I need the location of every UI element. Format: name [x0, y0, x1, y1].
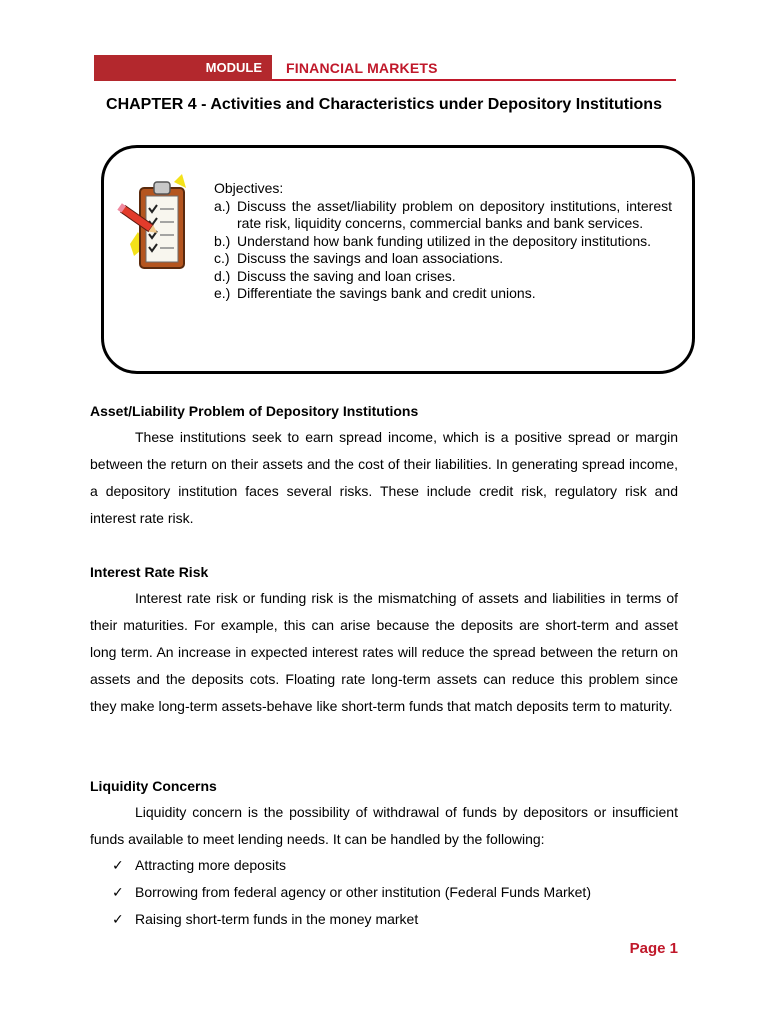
checkmark-icon: ✓ [112, 911, 124, 927]
header-divider [272, 79, 676, 81]
section-heading-liquidity-concerns: Liquidity Concerns [90, 778, 217, 794]
checkmark-icon: ✓ [112, 857, 124, 873]
module-header [94, 55, 676, 81]
section-body-liquidity-concerns: Liquidity concern is the possibility of withdrawal of funds by depositors or insufficient funds available to meet lending needs. It can be handled by the following: [90, 804, 678, 847]
objective-marker: a.) [214, 197, 231, 214]
objective-marker: e.) [214, 285, 231, 301]
liquidity-checklist [112, 852, 591, 933]
objective-text: Discuss the savings and loan associations. [237, 250, 504, 266]
objective-text: Discuss the saving and loan crises. [237, 267, 456, 284]
section-body-asset-liability: These institutions seek to earn spread income, which is a positive spread or margin between the return on their assets and the cost of their liabilities. In generating spread income, a depository institution faces several risks. These include credit risk, regulatory risk and interest rate risk. [90, 429, 678, 526]
objective-item [214, 233, 672, 251]
objective-item [214, 198, 672, 233]
page-number: Page 1 [629, 940, 678, 957]
objective-marker: b.) [214, 232, 231, 249]
section-heading-interest-rate-risk: Interest Rate Risk [90, 564, 209, 580]
objectives-list [214, 180, 672, 303]
clipboard-checklist-icon [116, 174, 198, 274]
objective-marker: d.) [214, 267, 231, 284]
module-label: MODULE [94, 55, 272, 81]
list-item [112, 852, 591, 879]
list-item-text: Raising short-term funds in the money market [135, 911, 419, 927]
objective-item [214, 250, 672, 268]
list-item-text: Borrowing from federal agency or other institution (Federal Funds Market) [135, 884, 591, 900]
module-title: FINANCIAL MARKETS [286, 60, 438, 76]
objective-item [214, 285, 672, 303]
chapter-title: CHAPTER 4 - Activities and Characteristics under Depository Institutions [106, 96, 662, 113]
objective-text: Differentiate the savings bank and credit unions. [237, 285, 536, 301]
objectives-heading: Objectives: [214, 180, 284, 196]
objective-text: Discuss the asset/liability problem on depository institutions, interest rate risk, liquidity concerns, commercial banks and bank services. [237, 197, 672, 231]
objective-text: Understand how bank funding utilized in the depository institutions. [237, 232, 652, 249]
objective-item [214, 268, 672, 286]
checkmark-icon: ✓ [112, 884, 124, 900]
objective-marker: c.) [214, 250, 230, 266]
list-item [112, 879, 591, 906]
section-body-interest-rate-risk: Interest rate risk or funding risk is the mismatching of assets and liabilities in terms of their maturities. For example, this can arise because the deposits are short-term and asset long term. An increase in expected interest rates will reduce the spread between the return on assets and the deposits cots. Floating rate long-term assets can reduce this problem since they make long-term assets-behave like short-term funds that match deposits term to maturity. [90, 590, 678, 714]
list-item [112, 906, 591, 933]
list-item-text: Attracting more deposits [135, 857, 286, 873]
section-heading-asset-liability: Asset/Liability Problem of Depository Institutions [90, 403, 419, 419]
